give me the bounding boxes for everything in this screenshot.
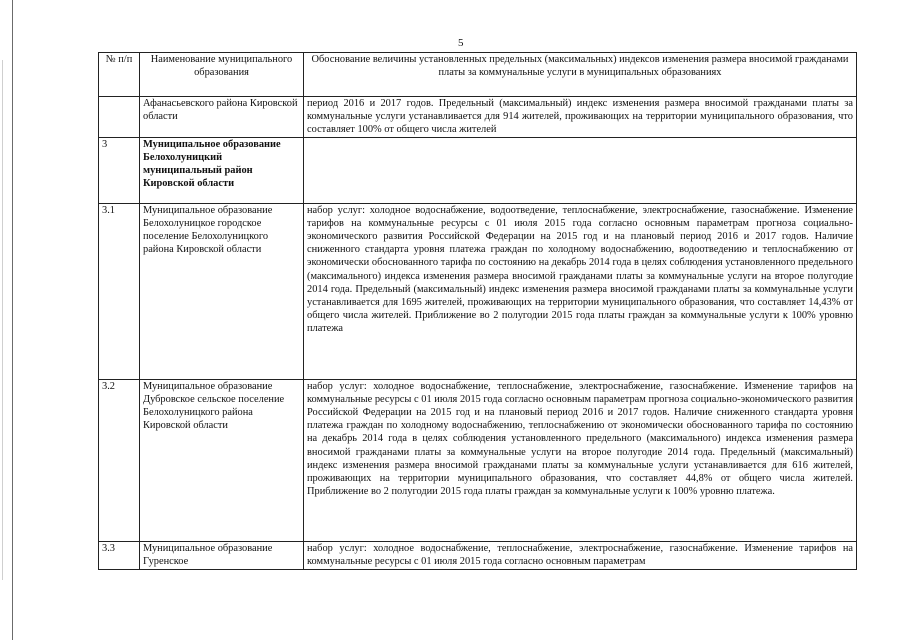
row-num: 3: [99, 137, 140, 203]
table-row: [99, 137, 857, 203]
row-basis: [304, 137, 857, 203]
table-row: [99, 203, 857, 379]
row-basis: набор услуг: холодное водоснабжение, теплоснабжение, электроснабжение, газоснабжение. Изменение тарифов на коммунальные ресурсы с 01 июля 2015 года согласно основным параметрам прогноза социально-экономического развития Российской Федерации на 2015 год и на плановый период 2016 и 2017 годов. Наличие сниженного стандарта уровня платежа граждан по холодному водоснабжению, теплоснабжению от экономически обоснованного тарифа по состоянию на декабрь 2014 года в целях соблюдения установленного предельного (максимального) индекса изменения размера вносимой гражданами платы за коммунальные услуги на второе полугодие 2014 года. Предельный (максимальный) индекс изменения размера вносимой гражданами платы за коммунальные услуги устанавливается для 616 жителей, проживающих на территории муниципального образования, что составляет 44,8% от общего числа жителей. Приближение во 2 полугодии 2015 года платы граждан за коммунальные услуги к 100% уровню платежа.: [304, 379, 857, 541]
page-number: 5: [458, 37, 464, 49]
row-name: Афанасьевского района Кировской области: [140, 97, 304, 138]
row-basis: набор услуг: холодное водоснабжение, теплоснабжение, электроснабжение, газоснабжение. Изменение тарифов на коммунальные ресурсы с 01 июля 2015 года согласно основным параметрам: [304, 541, 857, 569]
row-name: Муниципальное образование Дубровское сельское поселение Белохолуницкого района Кировской области: [140, 379, 304, 541]
page-edge-line: [12, 0, 13, 640]
row-name: Муниципальное образование Белохолуницкий муниципальный район Кировской области: [140, 137, 304, 203]
table-row: [99, 541, 857, 569]
header-name: Наименование муниципального образования: [140, 53, 304, 97]
table-header-row: [99, 53, 857, 97]
header-basis: Обоснование величины установленных предельных (максимальных) индексов изменения размера вносимой гражданами платы за коммунальные услуги в муниципальных образованиях: [304, 53, 857, 97]
row-num: 3.1: [99, 203, 140, 379]
row-basis: период 2016 и 2017 годов. Предельный (максимальный) индекс изменения размера вносимой гражданами платы за коммунальные услуги устанавливается для 914 жителей, проживающих на территории муниципального образования, что составляет 100% от общего числа жителей: [304, 97, 857, 138]
row-num: 3.3: [99, 541, 140, 569]
table-row: [99, 97, 857, 138]
row-num: [99, 97, 140, 138]
header-num: № п/п: [99, 53, 140, 97]
table-row: [99, 379, 857, 541]
row-name: Муниципальное образование Гуренское: [140, 541, 304, 569]
tariff-index-table: [98, 52, 857, 570]
scan-margin-line: [2, 60, 3, 580]
row-name: Муниципальное образование Белохолуницкое городское поселение Белохолуницкого района Кировской области: [140, 203, 304, 379]
row-basis: набор услуг: холодное водоснабжение, водоотведение, теплоснабжение, электроснабжение, газоснабжение. Изменение тарифов на коммунальные ресурсы с 01 июля 2015 года согласно основным параметрам прогноза социально-экономического развития Российской Федерации на 2015 год и на плановый период 2016 и 2017 годов. Наличие сниженного стандарта уровня платежа граждан по холодному водоснабжению, водоотведению и теплоснабжению от экономически обоснованного тарифа по состоянию на декабрь 2014 года в целях соблюдения установленного предельного (максимального) индекса изменения размера вносимой гражданами платы за коммунальные услуги на второе полугодие 2014 года. Предельный (максимальный) индекс изменения размера вносимой гражданами платы за коммунальные услуги устанавливается для 1695 жителей, проживающих на территории муниципального образования, что составляет 14,43% от общего числа жителей. Приближение во 2 полугодии 2015 года платы граждан за коммунальные услуги к 100% уровню платежа: [304, 203, 857, 379]
row-num: 3.2: [99, 379, 140, 541]
